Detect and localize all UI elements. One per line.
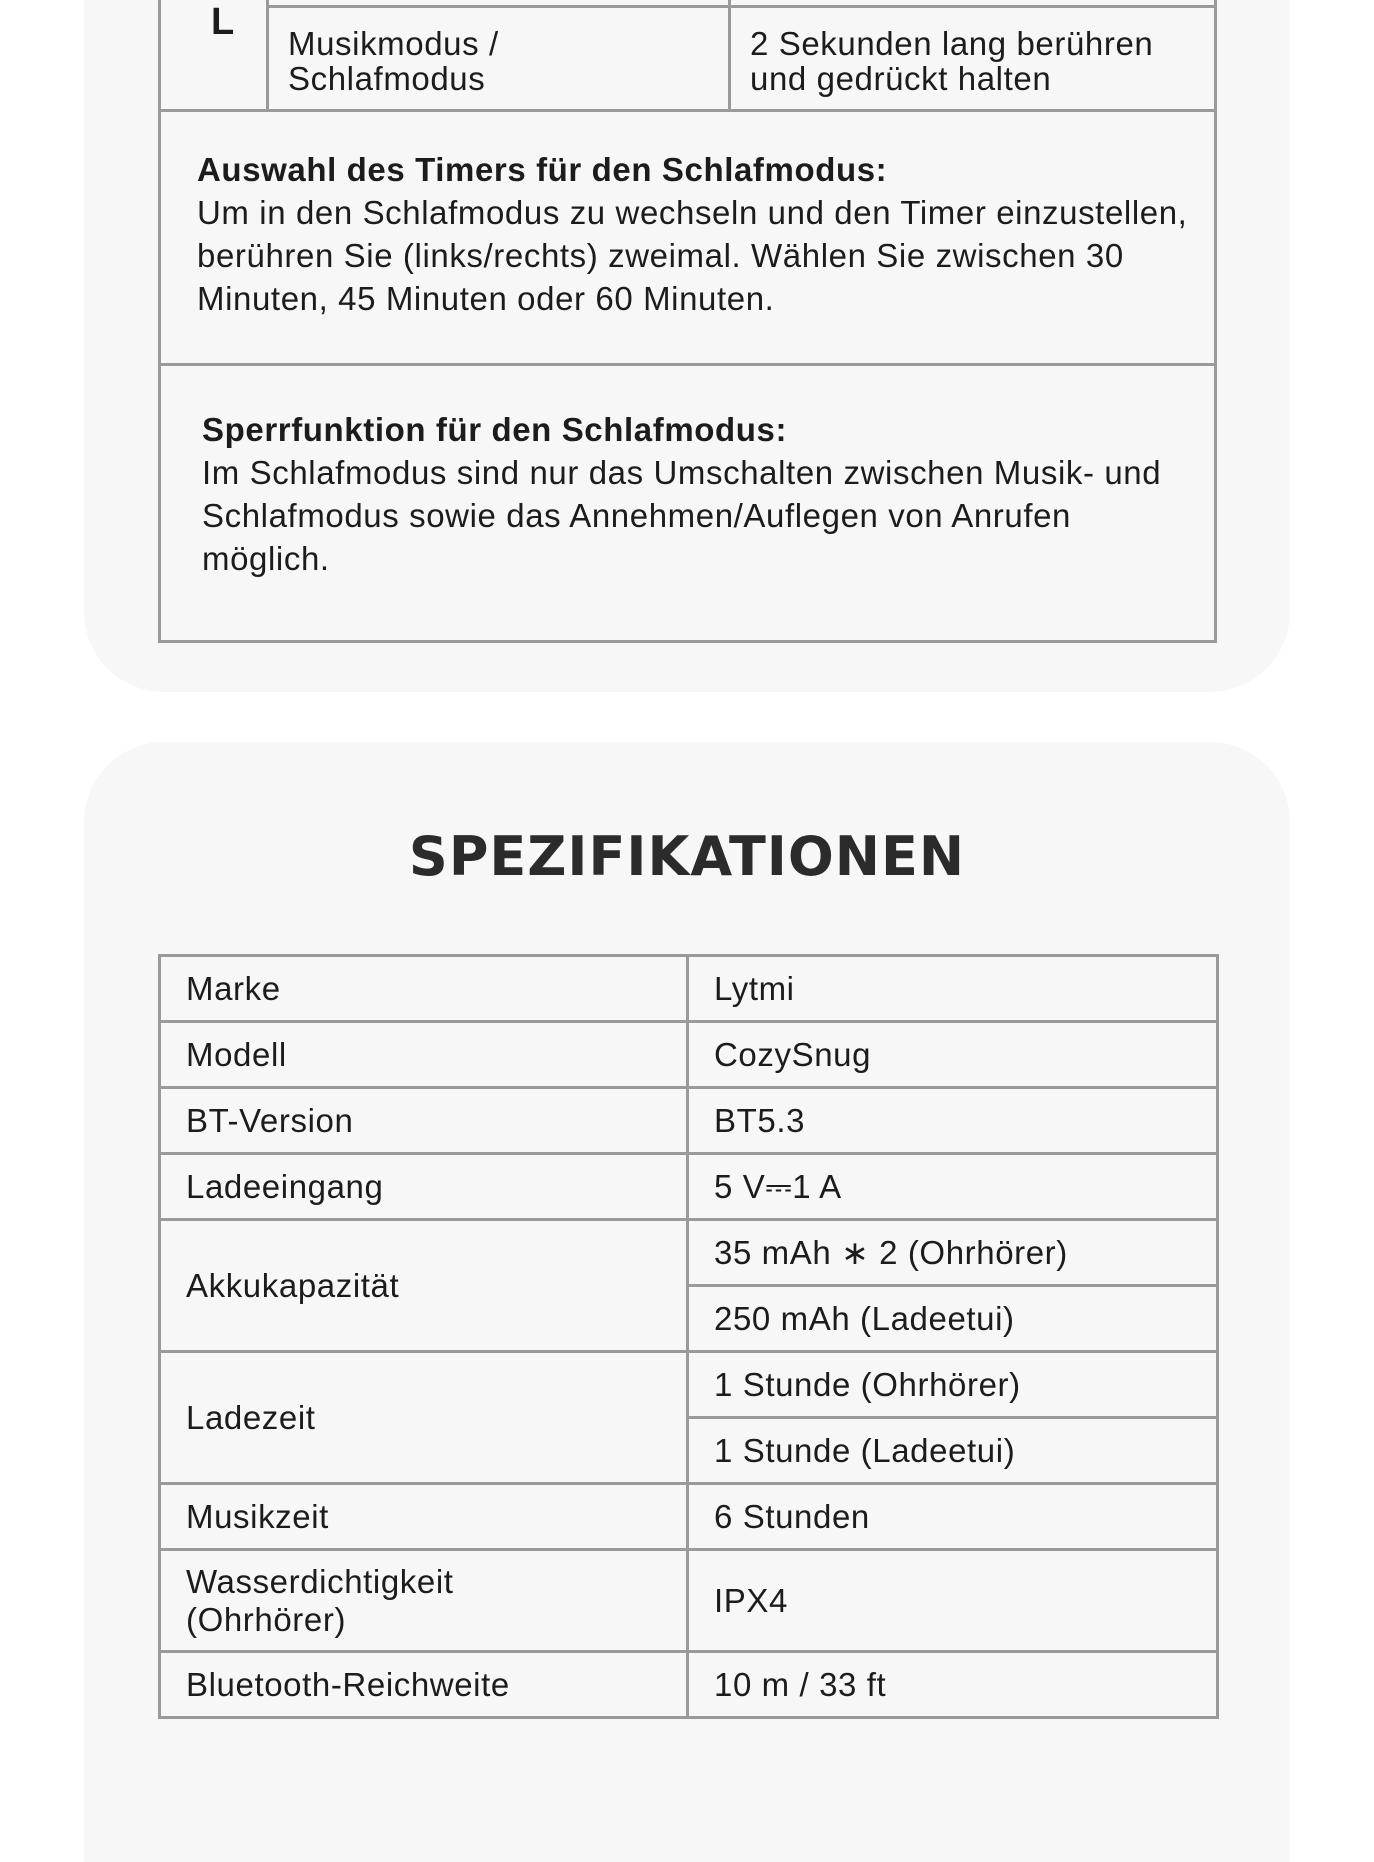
table-row (160, 1550, 1218, 1652)
table-divider (161, 363, 1214, 366)
spec-value: 250 mAh (Ladeetui) (688, 1286, 1218, 1352)
timer-note (197, 148, 1197, 320)
function-cell: Musikmodus / Schlafmodus (288, 25, 499, 97)
table-divider (266, 0, 269, 112)
table-row (160, 1652, 1218, 1718)
table-row (160, 1220, 1218, 1286)
action-cell: 2 Sekunden lang berühren und gedrückt halten (750, 25, 1154, 97)
spec-value: CozySnug (688, 1022, 1218, 1088)
spec-value: 10 m / 33 ft (688, 1652, 1218, 1718)
spec-value: 1 Stunde (Ladeetui) (688, 1418, 1218, 1484)
lock-note-body: Im Schlafmodus sind nur das Umschalten zwischen Musik- und Schlafmodus sowie das Annehmen/Auflegen von Anrufen möglich. (202, 454, 1162, 577)
table-row (160, 1352, 1218, 1418)
spec-label: Marke (160, 956, 688, 1022)
spec-value: IPX4 (688, 1550, 1218, 1652)
spec-value: BT5.3 (688, 1088, 1218, 1154)
table-row (160, 1022, 1218, 1088)
spec-label: Modell (160, 1022, 688, 1088)
table-divider (728, 0, 731, 112)
spec-label: BT-Version (160, 1088, 688, 1154)
spec-label: Musikzeit (160, 1484, 688, 1550)
spec-value: Lytmi (688, 956, 1218, 1022)
table-divider (269, 5, 1214, 8)
table-row (160, 1154, 1218, 1220)
spec-label: Akkukapazität (160, 1220, 688, 1352)
spec-value: 35 mAh ∗ 2 (Ohrhörer) (688, 1220, 1218, 1286)
table-row (160, 956, 1218, 1022)
spec-label: Wasserdichtigkeit (Ohrhörer) (160, 1550, 688, 1652)
spec-label: Bluetooth-Reichweite (160, 1652, 688, 1718)
spec-value: 6 Stunden (688, 1484, 1218, 1550)
side-letter: L (211, 1, 235, 43)
lock-note (202, 408, 1192, 580)
specs-table (158, 954, 1219, 1719)
specs-title: SPEZIFIKATIONEN (408, 825, 966, 888)
controls-table (158, 0, 1217, 643)
lock-note-title: Sperrfunktion für den Schlafmodus: (202, 411, 788, 448)
spec-value: 5 V⎓1 A (688, 1154, 1218, 1220)
spec-value: 1 Stunde (Ohrhörer) (688, 1352, 1218, 1418)
table-divider (161, 109, 1214, 112)
spec-label: Ladezeit (160, 1352, 688, 1484)
timer-note-title: Auswahl des Timers für den Schlafmodus: (197, 151, 888, 188)
table-row (160, 1484, 1218, 1550)
table-row (160, 1088, 1218, 1154)
timer-note-body: Um in den Schlafmodus zu wechseln und den Timer einzustellen, berühren Sie (links/rechts) zweimal. Wählen Sie zwischen 30 Minuten, 45 Minuten oder 60 Minuten. (197, 194, 1188, 317)
spec-label: Ladeeingang (160, 1154, 688, 1220)
